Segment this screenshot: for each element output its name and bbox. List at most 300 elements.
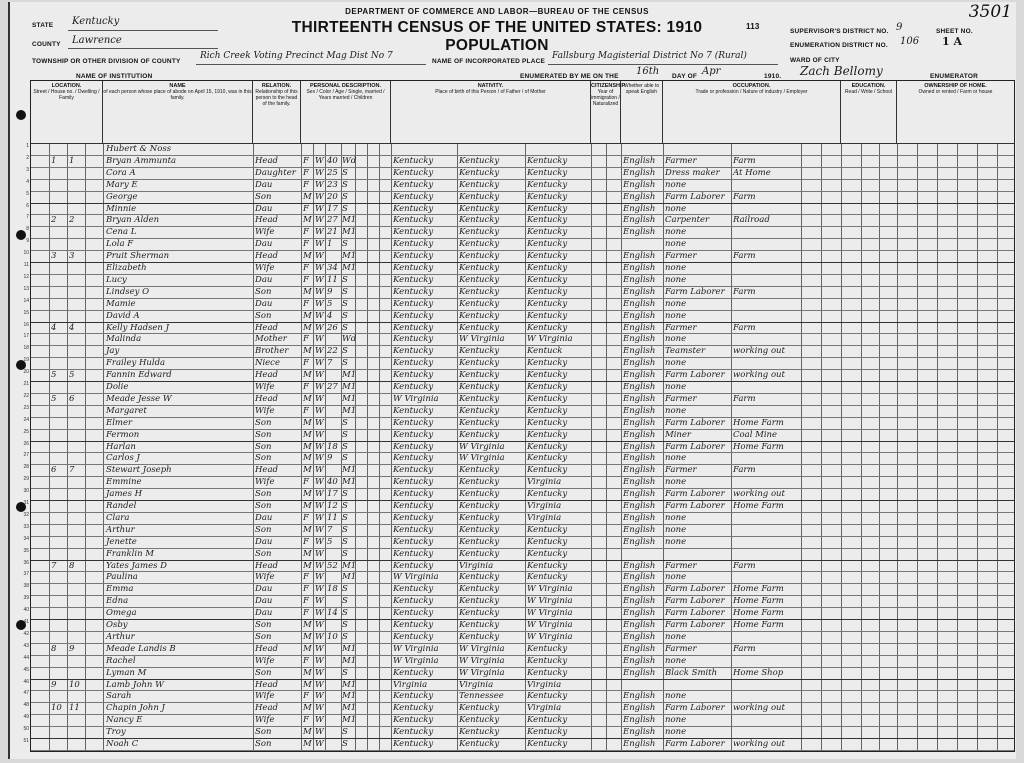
line-number: 32	[23, 511, 29, 518]
father-birthplace: Kentucky	[459, 584, 500, 595]
father-birthplace: Kentucky	[459, 536, 500, 547]
marital-status: M1	[342, 382, 357, 392]
birthplace: Kentucky	[393, 524, 434, 535]
sex: F	[303, 536, 309, 547]
age: 5	[327, 298, 333, 309]
relation: Son	[255, 429, 272, 440]
person-name: Cena L	[106, 227, 137, 238]
birthplace: Kentucky	[393, 441, 434, 452]
relation: Wife	[255, 405, 275, 416]
person-name: Troy	[106, 727, 126, 738]
language: English	[623, 667, 656, 678]
age: 9	[327, 286, 333, 297]
industry: Railroad	[733, 215, 770, 226]
language: English	[623, 631, 656, 642]
line-number: 44	[23, 654, 29, 661]
father-birthplace: Kentucky	[459, 477, 500, 488]
sex: M	[303, 441, 312, 452]
industry: Home Farm	[733, 608, 784, 619]
supervisor-label: SUPERVISOR'S DISTRICT NO.	[790, 28, 889, 35]
marital-status: M1	[342, 715, 357, 726]
color: W	[315, 536, 324, 547]
color: W	[315, 286, 324, 297]
father-birthplace: W Virginia	[459, 441, 505, 452]
line-number: 4	[26, 178, 29, 185]
mother-birthplace: Kentucky	[527, 191, 568, 202]
occupation: Farm Laborer	[665, 596, 725, 607]
age: 27	[327, 215, 338, 226]
marital-status: Wd	[342, 155, 357, 166]
sex: M	[303, 286, 312, 297]
occupation: Farmer	[665, 322, 697, 333]
line-number: 47	[23, 690, 29, 697]
line-number: 13	[23, 285, 29, 292]
language: English	[623, 405, 656, 416]
relation: Daughter	[255, 167, 296, 178]
township-label: TOWNSHIP OR OTHER DIVISION OF COUNTY	[32, 58, 181, 65]
relation: Wife	[255, 715, 275, 726]
industry: working out	[733, 370, 785, 381]
marital-status: S	[342, 191, 348, 202]
marital-status: M1	[342, 465, 357, 476]
mother-birthplace: Kentucky	[527, 263, 568, 273]
person-name: Stewart Joseph	[106, 465, 172, 476]
relation: Son	[255, 191, 272, 202]
sex: F	[303, 382, 309, 392]
birthplace: Kentucky	[393, 715, 434, 726]
marital-status: S	[342, 667, 348, 678]
occupation: Farm Laborer	[665, 417, 725, 428]
relation: Dau	[255, 536, 273, 547]
father-birthplace: Kentucky	[459, 739, 500, 749]
marital-status: S	[342, 274, 348, 285]
person-name: Yates James D	[106, 560, 167, 571]
language: English	[623, 322, 656, 333]
father-birthplace: Kentucky	[459, 251, 500, 262]
color: W	[315, 334, 324, 345]
line-number: 36	[23, 559, 29, 566]
father-birthplace: Kentucky	[459, 310, 500, 321]
industry: At Home	[733, 167, 771, 178]
relation: Son	[255, 667, 272, 678]
occupation: none	[665, 715, 687, 726]
marital-status: M1	[342, 251, 357, 262]
sex: M	[303, 631, 312, 642]
father-birthplace: W Virginia	[459, 453, 505, 464]
language: English	[623, 477, 656, 488]
language: English	[623, 536, 656, 547]
person-name: Elizabeth	[106, 263, 147, 273]
person-name: Mary E	[106, 179, 138, 190]
line-number: 22	[23, 392, 29, 399]
mother-birthplace: Kentucky	[527, 203, 568, 214]
column-header-citizenship: CITIZENSHIP. Year of immigration / Naturalized	[591, 81, 621, 143]
person-name: Emma	[106, 584, 134, 595]
age: 27	[327, 382, 338, 392]
sex: M	[303, 643, 312, 654]
color: W	[315, 560, 324, 571]
birthplace: Kentucky	[393, 512, 434, 523]
industry: Farm	[733, 643, 756, 654]
line-number: 27	[23, 452, 29, 459]
relation: Head	[255, 155, 278, 166]
father-birthplace: Kentucky	[459, 322, 500, 333]
sex: M	[303, 727, 312, 738]
birthplace: Kentucky	[393, 584, 434, 595]
color: W	[315, 691, 324, 702]
person-name: Bryan Alden	[106, 215, 160, 226]
column-header-location: LOCATION. Street / House no. / Dwelling / Family	[31, 81, 103, 143]
occupation: Farm Laborer	[665, 703, 725, 714]
relation: Dau	[255, 179, 273, 190]
industry: Farm	[733, 251, 756, 262]
color: W	[315, 572, 324, 583]
column-header-name: NAME of each person whose place of abode on April 15, 1910, was in this family.	[103, 81, 253, 143]
color: W	[315, 727, 324, 738]
relation: Son	[255, 620, 272, 630]
line-number: 26	[23, 440, 29, 447]
enumeration-label: ENUMERATION DISTRICT NO.	[790, 42, 888, 49]
mother-birthplace: Virginia	[527, 512, 562, 523]
color: W	[315, 417, 324, 428]
language: English	[623, 298, 656, 309]
occupation: none	[665, 631, 687, 642]
mother-birthplace: Virginia	[527, 703, 562, 714]
age: 11	[327, 274, 338, 285]
occupation: Farm Laborer	[665, 489, 725, 500]
birthplace: Kentucky	[393, 739, 434, 749]
mother-birthplace: Kentucky	[527, 727, 568, 738]
color: W	[315, 524, 324, 535]
birthplace: W Virginia	[393, 393, 439, 404]
mother-birthplace: Kentucky	[527, 310, 568, 321]
relation: Son	[255, 524, 272, 535]
father-birthplace: W Virginia	[459, 667, 505, 678]
language: English	[623, 453, 656, 464]
occupation: Farm Laborer	[665, 441, 725, 452]
color: W	[315, 501, 324, 511]
industry: working out	[733, 739, 785, 749]
line-number: 6	[26, 202, 29, 209]
birthplace: Kentucky	[393, 691, 434, 702]
birthplace: Kentucky	[393, 727, 434, 738]
marital-status: S	[342, 429, 348, 440]
mother-birthplace: Kentucky	[527, 179, 568, 190]
line-number: 48	[23, 702, 29, 709]
language: English	[623, 512, 656, 523]
birthplace: Kentucky	[393, 227, 434, 238]
marital-status: Wd	[342, 334, 357, 345]
language: English	[623, 310, 656, 321]
mother-birthplace: Kentucky	[527, 691, 568, 702]
age: 52	[327, 560, 338, 571]
line-number: 50	[23, 726, 29, 733]
color: W	[315, 667, 324, 678]
sex: F	[303, 274, 309, 285]
sex: F	[303, 358, 309, 369]
sex: M	[303, 251, 312, 262]
line-number: 35	[23, 547, 29, 554]
line-number: 9	[26, 238, 29, 245]
father-birthplace: Kentucky	[459, 203, 500, 214]
day-of-label: DAY OF	[672, 73, 698, 80]
line-number: 1	[26, 143, 29, 149]
sex: F	[303, 167, 309, 178]
sex: F	[303, 298, 309, 309]
marital-status: S	[342, 298, 348, 309]
birthplace: Kentucky	[393, 358, 434, 369]
line-number: 42	[23, 630, 29, 637]
father-birthplace: Kentucky	[459, 715, 500, 726]
relation: Wife	[255, 382, 275, 392]
color: W	[315, 465, 324, 476]
color: W	[315, 322, 324, 333]
person-name: Emmine	[106, 477, 142, 488]
marital-status: S	[342, 631, 348, 642]
relation: Dau	[255, 298, 273, 309]
person-name: Osby	[106, 620, 128, 630]
column-header-relation: RELATION. Relationship of this person to the head of the family.	[253, 81, 301, 143]
mother-birthplace: Kentucky	[527, 322, 568, 333]
family-number: 6	[69, 393, 75, 404]
father-birthplace: Kentucky	[459, 429, 500, 440]
father-birthplace: Virginia	[459, 679, 494, 690]
color: W	[315, 643, 324, 654]
place-label: NAME OF INCORPORATED PLACE	[432, 58, 546, 65]
marital-status: S	[342, 620, 348, 630]
sex: F	[303, 203, 309, 214]
family-number: 7	[69, 465, 75, 476]
sex: F	[303, 584, 309, 595]
mother-birthplace: Kentucky	[527, 286, 568, 297]
birthplace: Kentucky	[393, 167, 434, 178]
age: 25	[327, 167, 338, 178]
occupation: none	[665, 405, 687, 416]
marital-status: S	[342, 310, 348, 321]
language: English	[623, 167, 656, 178]
person-name: Dolie	[106, 382, 129, 392]
relation: Son	[255, 548, 272, 559]
birthplace: Kentucky	[393, 310, 434, 321]
occupation: Farm Laborer	[665, 739, 725, 749]
column-header-english: Whether able to speak English	[621, 81, 663, 143]
marital-status: S	[342, 548, 348, 559]
father-birthplace: Tennessee	[459, 691, 504, 702]
father-birthplace: W Virginia	[459, 655, 505, 666]
language: English	[623, 524, 656, 535]
relation: Dau	[255, 584, 273, 595]
language: English	[623, 334, 656, 345]
township-value: Rich Creek Voting Precinct Mag Dist No 7	[200, 51, 393, 61]
birthplace: Kentucky	[393, 477, 434, 488]
color: W	[315, 405, 324, 416]
relation: Son	[255, 631, 272, 642]
line-number: 37	[23, 571, 29, 578]
line-number: 16	[23, 321, 29, 328]
occupation: none	[665, 691, 687, 702]
industry: working out	[733, 346, 785, 357]
color: W	[315, 215, 324, 226]
person-name: James H	[106, 489, 143, 500]
mother-birthplace: Kentucky	[527, 215, 568, 226]
person-name: Nancy E	[106, 715, 143, 726]
birthplace: Kentucky	[393, 286, 434, 297]
mother-birthplace: W Virginia	[527, 608, 573, 619]
relation: Head	[255, 560, 278, 571]
line-number: 46	[23, 678, 29, 685]
language: English	[623, 382, 656, 392]
relation: Son	[255, 310, 272, 321]
age: 18	[327, 584, 338, 595]
father-birthplace: Kentucky	[459, 346, 500, 357]
person-name: Carlos J	[106, 453, 140, 464]
occupation: Farm Laborer	[665, 584, 725, 595]
county-value: Lawrence	[72, 35, 122, 46]
person-name: Paulina	[106, 572, 138, 583]
county-label: COUNTY	[32, 41, 61, 48]
occupation: none	[665, 477, 687, 488]
supervisor-value: 9	[896, 22, 903, 33]
industry: Coal Mine	[733, 429, 778, 440]
color: W	[315, 584, 324, 595]
occupation: none	[665, 298, 687, 309]
language: English	[623, 501, 656, 511]
state-label: STATE	[32, 22, 54, 29]
place-value: Fallsburg Magisterial District No 7 (Rural)	[552, 51, 747, 61]
color: W	[315, 655, 324, 666]
language: English	[623, 417, 656, 428]
occupation: none	[665, 572, 687, 583]
sex: M	[303, 489, 312, 500]
birthplace: Kentucky	[393, 155, 434, 166]
occupation: none	[665, 179, 687, 190]
relation: Dau	[255, 608, 273, 619]
mother-birthplace: Virginia	[527, 679, 562, 690]
industry: working out	[733, 489, 785, 500]
occupation: none	[665, 536, 687, 547]
person-name: Jay	[106, 346, 120, 357]
mother-birthplace: Kentucky	[527, 429, 568, 440]
dwelling-number: 10	[51, 703, 62, 714]
father-birthplace: Kentucky	[459, 155, 500, 166]
occupation: none	[665, 239, 687, 250]
language: English	[623, 727, 656, 738]
punch-hole	[16, 110, 26, 120]
dwelling-number: 3	[51, 251, 57, 262]
line-number: 28	[23, 464, 29, 471]
sex: F	[303, 596, 309, 607]
relation: Head	[255, 643, 278, 654]
occupation: none	[665, 203, 687, 214]
line-number: 25	[23, 428, 29, 435]
father-birthplace: Kentucky	[459, 370, 500, 381]
age: 12	[327, 501, 338, 511]
mother-birthplace: Kentucky	[527, 167, 568, 178]
year-label: 1910.	[764, 73, 782, 80]
relation: Niece	[255, 358, 280, 369]
sex: M	[303, 548, 312, 559]
sex: M	[303, 191, 312, 202]
sex: M	[303, 393, 312, 404]
person-name: Noah C	[106, 739, 139, 749]
industry: Farm	[733, 465, 756, 476]
dwelling-number: 8	[51, 643, 57, 654]
person-name: Edna	[106, 596, 129, 607]
person-name: Frailey Hulda	[106, 358, 166, 369]
relation: Head	[255, 322, 278, 333]
father-birthplace: Kentucky	[459, 382, 500, 392]
father-birthplace: Kentucky	[459, 358, 500, 369]
dwelling-number: 6	[51, 465, 57, 476]
industry: Home Farm	[733, 441, 784, 452]
birthplace: Kentucky	[393, 239, 434, 250]
line-number: 20	[23, 369, 29, 376]
color: W	[315, 263, 324, 273]
birthplace: Kentucky	[393, 596, 434, 607]
occupation: none	[665, 334, 687, 345]
father-birthplace: Kentucky	[459, 167, 500, 178]
line-number: 3	[26, 166, 29, 173]
table-row	[23, 738, 1014, 751]
industry: Home Farm	[733, 501, 784, 511]
person-name: Meade Landis B	[106, 643, 176, 654]
column-header-personal: PERSONAL DESCRIPTION. Sex / Color / Age / Single, married / Years married / Children	[301, 81, 391, 143]
sex: F	[303, 263, 309, 273]
language: English	[623, 227, 656, 238]
color: W	[315, 203, 324, 214]
relation: Mother	[255, 334, 287, 345]
mother-birthplace: Kentucky	[527, 441, 568, 452]
family-number: 10	[69, 679, 80, 690]
father-birthplace: Virginia	[459, 560, 494, 571]
person-name: Lamb John W	[106, 679, 164, 690]
marital-status: M1	[342, 679, 357, 690]
relation: Head	[255, 215, 278, 226]
person-name: Clara	[106, 512, 130, 523]
age: 7	[327, 524, 333, 535]
language: English	[623, 715, 656, 726]
industry: Home Farm	[733, 417, 784, 428]
relation: Wife	[255, 263, 275, 273]
mother-birthplace: Kentucky	[527, 572, 568, 583]
line-number: 49	[23, 714, 29, 721]
occupation: Farmer	[665, 393, 697, 404]
industry: Farm	[733, 286, 756, 297]
sex: M	[303, 560, 312, 571]
sex: F	[303, 227, 309, 238]
father-birthplace: Kentucky	[459, 524, 500, 535]
relation: Dau	[255, 203, 273, 214]
language: English	[623, 274, 656, 285]
birthplace: Kentucky	[393, 405, 434, 416]
marital-status: S	[342, 167, 348, 178]
mother-birthplace: Kentucky	[527, 382, 568, 392]
color: W	[315, 370, 324, 381]
father-birthplace: Kentucky	[459, 227, 500, 238]
language: English	[623, 286, 656, 297]
father-birthplace: Kentucky	[459, 596, 500, 607]
language: English	[623, 608, 656, 619]
enumerator-signature: Zach Bellomy	[800, 64, 883, 78]
age: 5	[327, 536, 333, 547]
mother-birthplace: Kentucky	[527, 536, 568, 547]
father-birthplace: Kentucky	[459, 620, 500, 630]
father-birthplace: Kentucky	[459, 179, 500, 190]
marital-status: M1	[342, 655, 357, 666]
language: English	[623, 155, 656, 166]
line-number: 7	[26, 214, 29, 221]
person-name: Harlan	[106, 441, 136, 452]
